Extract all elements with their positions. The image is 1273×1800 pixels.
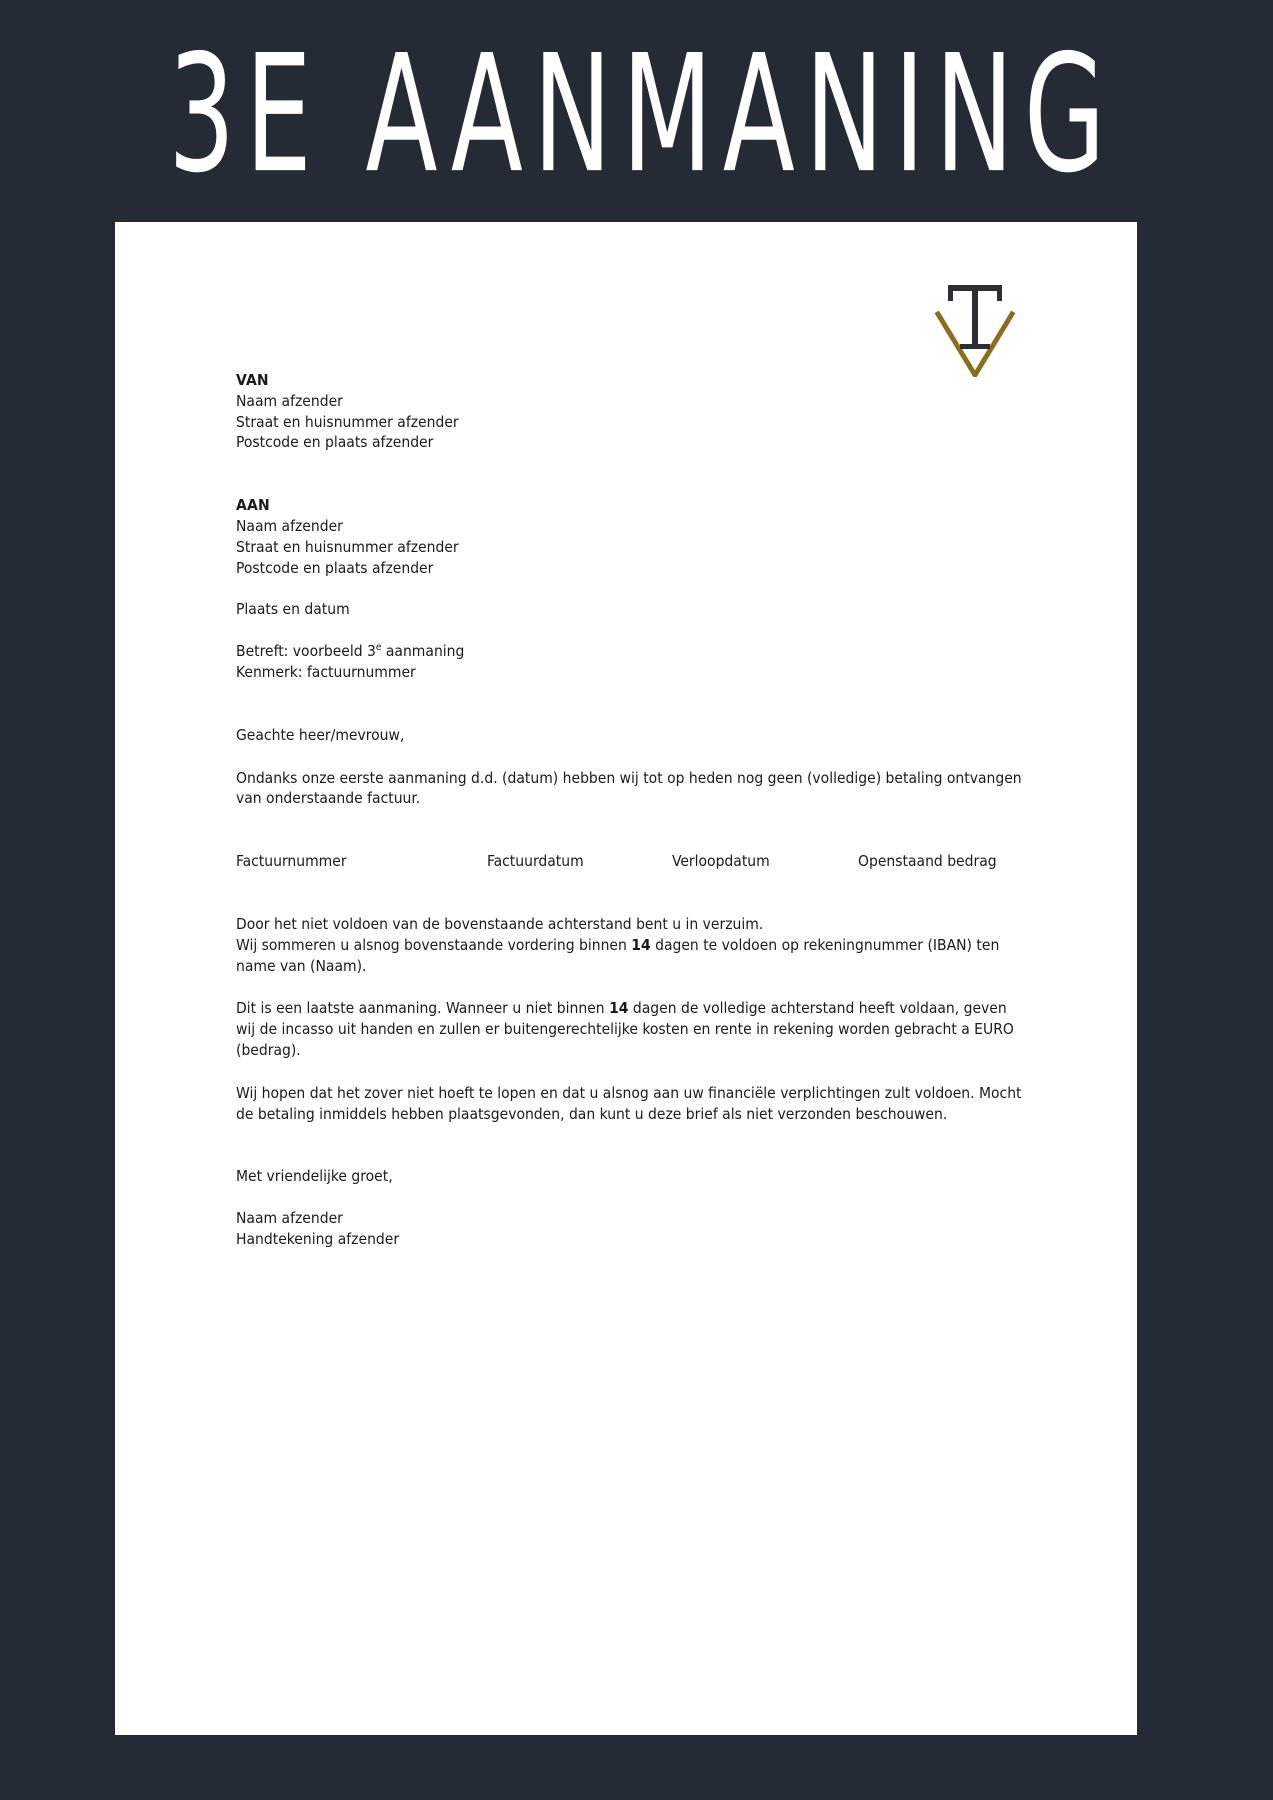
spacer bbox=[236, 746, 1026, 768]
sender-line-2: Straat en huisnummer afzender bbox=[236, 412, 459, 431]
invoice-table bbox=[236, 851, 1026, 872]
document-title: 3E AANMANING bbox=[167, 21, 1116, 209]
paragraph-hopen: Wij hopen dat het zover niet hoeft te lopen en dat u alsnog aan uw financiële verplichtingen zult voldoen. Mocht de betaling inmiddels hebben plaatsgevonden, dan kunt u deze brief als niet verzonden beschouwen. bbox=[236, 1083, 1022, 1123]
spacer bbox=[236, 578, 1026, 599]
salutation: Geachte heer/mevrouw, bbox=[236, 725, 405, 744]
recipient-label: AAN bbox=[236, 496, 270, 515]
closing-signature: Handtekening afzender bbox=[236, 1229, 400, 1248]
letter-body bbox=[236, 370, 1026, 1250]
paragraph-verzuim bbox=[236, 914, 1026, 976]
text-segment: Dit is een laatste aanmaning. Wanneer u niet binnen bbox=[236, 999, 610, 1018]
table-header-row bbox=[236, 851, 1026, 872]
document-banner bbox=[0, 0, 1273, 222]
intro-paragraph: Ondanks onze eerste aanmaning d.d. (datum) hebben wij tot op heden nog geen (volledige) betaling ontvangen van onderstaande factuur. bbox=[236, 768, 1022, 808]
spacer bbox=[236, 620, 1026, 641]
spacer bbox=[236, 809, 1026, 851]
spacer bbox=[236, 1061, 1026, 1083]
paragraph-laatste-aanmaning bbox=[236, 998, 1026, 1060]
recipient-line-3: Postcode en plaats afzender bbox=[236, 558, 434, 577]
sender-line-1: Naam afzender bbox=[236, 391, 343, 410]
recipient-line-1: Naam afzender bbox=[236, 516, 343, 535]
spacer bbox=[236, 453, 1026, 495]
subject-suffix: aanmaning bbox=[381, 642, 465, 661]
column-header-invoice-date: Factuurdatum bbox=[487, 852, 584, 871]
recipient-block bbox=[236, 495, 1026, 578]
column-header-invoice-number: Factuurnummer bbox=[236, 852, 347, 871]
spacer bbox=[236, 872, 1026, 914]
text-segment: dagen de volledige achterstand heeft voldaan, geven wij de incasso uit handen en zullen er buitengerechtelijke kosten en rente in rekening worden gebracht a EURO (bedrag). bbox=[236, 999, 1014, 1059]
text-segment: Wij sommeren u alsnog bovenstaande vordering binnen bbox=[236, 935, 632, 954]
spacer bbox=[236, 1124, 1026, 1166]
sender-line-3: Postcode en plaats afzender bbox=[236, 433, 434, 452]
closing-name: Naam afzender bbox=[236, 1209, 343, 1228]
closing-greeting: Met vriendelijke groet, bbox=[236, 1167, 393, 1186]
text-segment: dagen te voldoen op rekeningnummer (IBAN) ten name van (Naam). bbox=[236, 935, 1000, 975]
paragraph-verzuim-line-1: Door het niet voldoen van de bovenstaande achterstand bent u in verzuim. bbox=[236, 914, 764, 933]
place-and-date: Plaats en datum bbox=[236, 600, 350, 619]
subject-prefix: Betreft: voorbeeld 3 bbox=[236, 642, 376, 661]
reference-line: Kenmerk: factuurnummer bbox=[236, 662, 416, 681]
spacer bbox=[236, 1187, 1026, 1208]
recipient-line-2: Straat en huisnummer afzender bbox=[236, 537, 459, 556]
term-days-2: 14 bbox=[609, 999, 629, 1018]
sender-label: VAN bbox=[236, 371, 269, 389]
term-days-1: 14 bbox=[631, 935, 651, 954]
column-header-outstanding-amount: Openstaand bedrag bbox=[858, 852, 997, 871]
spacer bbox=[236, 683, 1026, 725]
subject-ordinal: e bbox=[375, 642, 382, 654]
subject-line bbox=[236, 641, 1026, 662]
sender-block bbox=[236, 370, 1026, 453]
paragraph-verzuim-line-2 bbox=[236, 935, 1026, 977]
letter-page bbox=[115, 222, 1137, 1735]
spacer bbox=[236, 976, 1026, 998]
column-header-due-date: Verloopdatum bbox=[672, 852, 770, 871]
tv-monogram-logo bbox=[930, 277, 1020, 377]
